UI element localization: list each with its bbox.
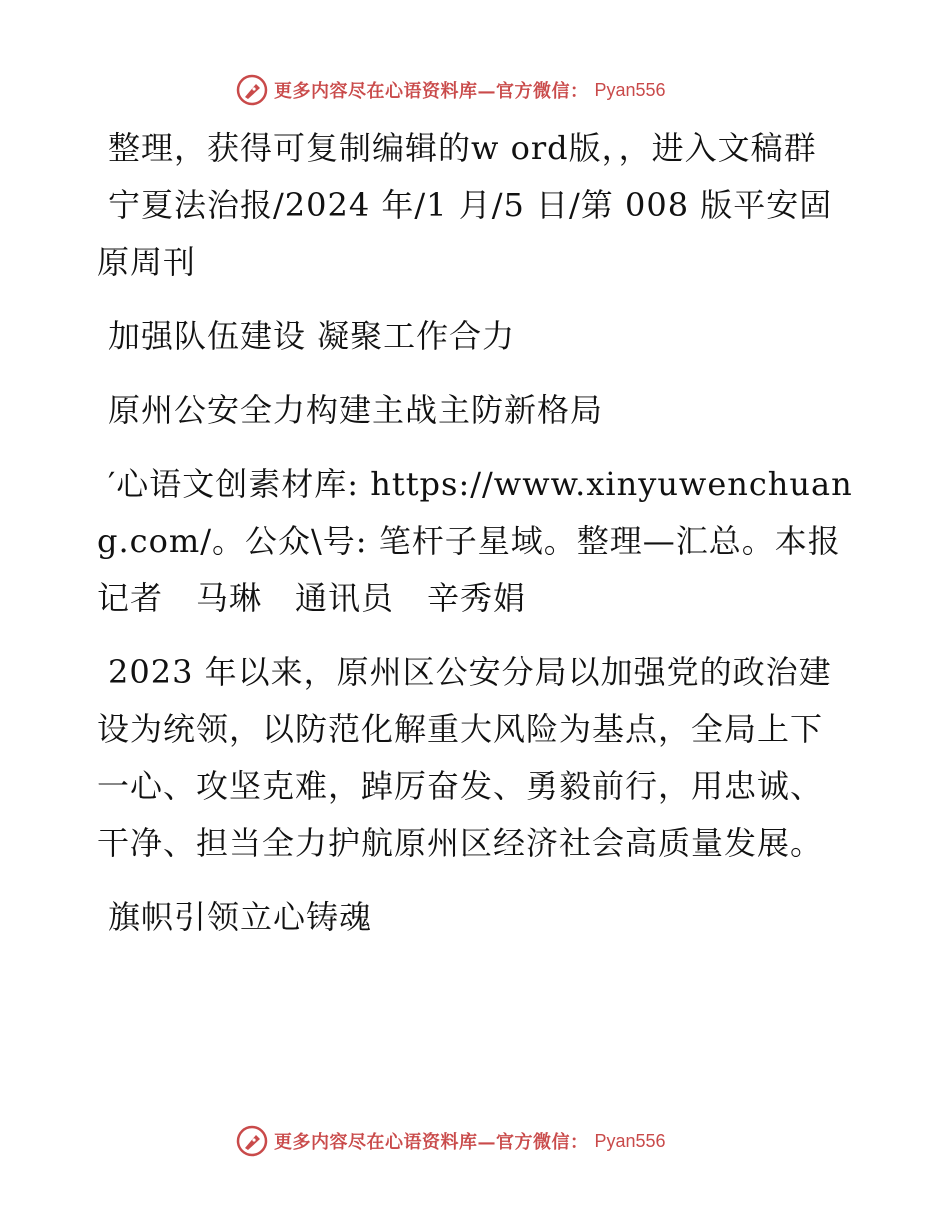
pen-nib-circle-icon	[236, 74, 268, 106]
headline: 加强队伍建设 凝聚工作合力	[108, 317, 516, 355]
section-heading: 旗帜引领立心铸魂	[108, 898, 373, 936]
document-body	[97, 120, 855, 963]
footer-watermark	[236, 1124, 706, 1158]
watermark-wechat-id: Pyan556	[594, 1130, 666, 1151]
source-line: 宁夏法治报/2024 年/1 月/5 日/第 008 版平安固原周刊	[97, 186, 833, 281]
pen-nib-circle-icon	[236, 1125, 268, 1157]
watermark-text: 更多内容尽在心语资料库—官方微信：	[274, 81, 589, 102]
subheadline: 原州公安全力构建主战主防新格局	[108, 391, 604, 429]
byline-paragraph: ′心语文创素材库: https://www.xinyuwenchuang.com/。公众\号: 笔杆子星域。整理—汇总。本报记者 马琳 通讯员 辛秀娟	[97, 465, 853, 617]
header-watermark	[236, 73, 706, 107]
watermark-wechat-id: Pyan556	[594, 79, 666, 100]
body-paragraph: 2023 年以来，原州区公安分局以加强党的政治建设为统领，以防范化解重大风险为基点，全局上下一心、攻坚克难，踔厉奋发、勇毅前行，用忠诚、干净、担当全力护航原州区经济社会高质量发展。	[97, 653, 832, 862]
watermark-text: 更多内容尽在心语资料库—官方微信：	[274, 1132, 589, 1153]
intro-paragraph: 整理，获得可复制编辑的w ord版，，进入文稿群	[108, 129, 817, 167]
